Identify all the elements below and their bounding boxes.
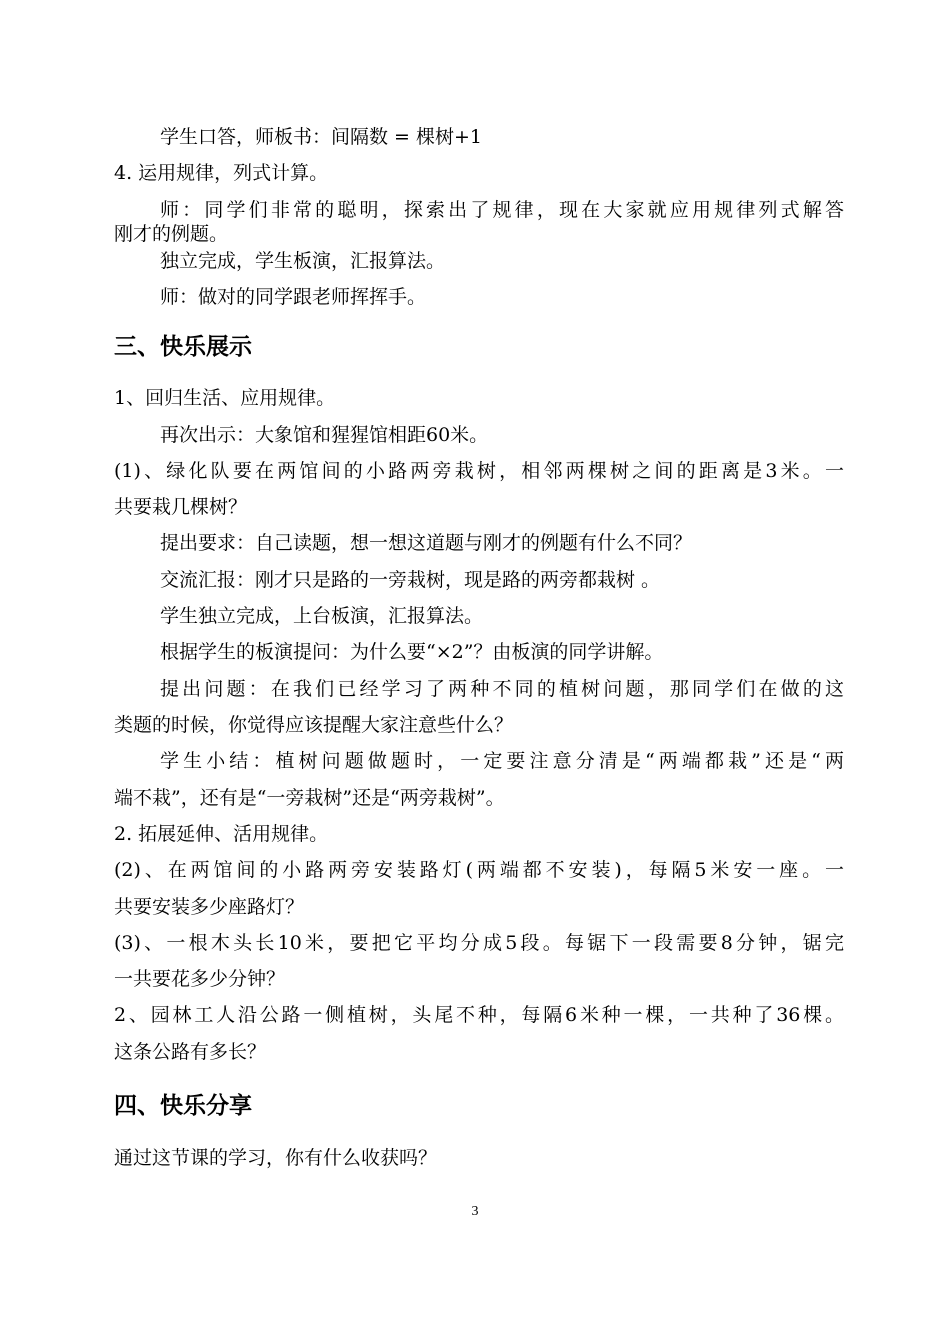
paragraph-line: 学生独立完成，上台板演，汇报算法。 <box>160 605 484 627</box>
paragraph-line: 交流汇报：刚才只是路的一旁栽树，现是路的两旁都栽树 。 <box>160 569 661 591</box>
paragraph-line: 这条公路有多长？ <box>114 1041 267 1063</box>
paragraph-line: 端不栽”，还有是“一旁栽树”还是“两旁栽树”。 <box>114 787 505 809</box>
page-number: 3 <box>471 1204 479 1219</box>
paragraph-line: 4. 运用规律，列式计算。 <box>114 162 329 184</box>
section-heading: 四、快乐分享 <box>114 1093 252 1119</box>
paragraph-line: 学生口答，师板书：间隔数 = 棵树+1 <box>160 126 483 148</box>
paragraph-line: 一共要花多少分钟？ <box>114 968 286 990</box>
paragraph-line: 师：做对的同学跟老师挥挥手。 <box>160 286 427 308</box>
paragraph-line: 根据学生的板演提问：为什么要“×2”？由板演的同学讲解。 <box>160 641 664 663</box>
paragraph-line: 提出问题：在我们已经学习了两种不同的植树问题，那同学们在做的这 <box>160 678 844 700</box>
paragraph-line: 共要栽几棵树？ <box>114 496 248 518</box>
section-heading: 三、快乐展示 <box>114 334 252 360</box>
paragraph-line: (3)、一根木头长10米，要把它平均分成5段。每锯下一段需要8分钟，锯完 <box>114 932 844 954</box>
paragraph-line: 2. 拓展延伸、活用规律。 <box>114 823 329 845</box>
paragraph-line: 1、回归生活、应用规律。 <box>114 387 336 409</box>
paragraph-line: 再次出示：大象馆和猩猩馆相距60米。 <box>160 424 489 446</box>
paragraph-line: 独立完成，学生板演，汇报算法。 <box>160 250 446 272</box>
paragraph-line: 2、园林工人沿公路一侧植树，头尾不种，每隔6米种一棵，一共种了36棵。 <box>114 1004 844 1026</box>
paragraph-line: 通过这节课的学习，你有什么收获吗？ <box>114 1147 438 1169</box>
paragraph-line: 刚才的例题。 <box>114 223 229 245</box>
paragraph-line: 师：同学们非常的聪明，探索出了规律，现在大家就应用规律列式解答 <box>160 199 844 221</box>
paragraph-line: 提出要求：自己读题，想一想这道题与刚才的例题有什么不同？ <box>160 532 693 554</box>
paragraph-line: 学生小结：植树问题做题时，一定要注意分清是“两端都栽”还是“两 <box>160 750 844 772</box>
paragraph-line: 共要安装多少座路灯？ <box>114 896 305 918</box>
paragraph-line: (1)、绿化队要在两馆间的小路两旁栽树，相邻两棵树之间的距离是3米。一 <box>114 460 844 482</box>
paragraph-line: 类题的时候，你觉得应该提醒大家注意些什么？ <box>114 714 514 736</box>
paragraph-line: (2)、在两馆间的小路两旁安装路灯(两端都不安装)，每隔5米安一座。一 <box>114 859 844 881</box>
